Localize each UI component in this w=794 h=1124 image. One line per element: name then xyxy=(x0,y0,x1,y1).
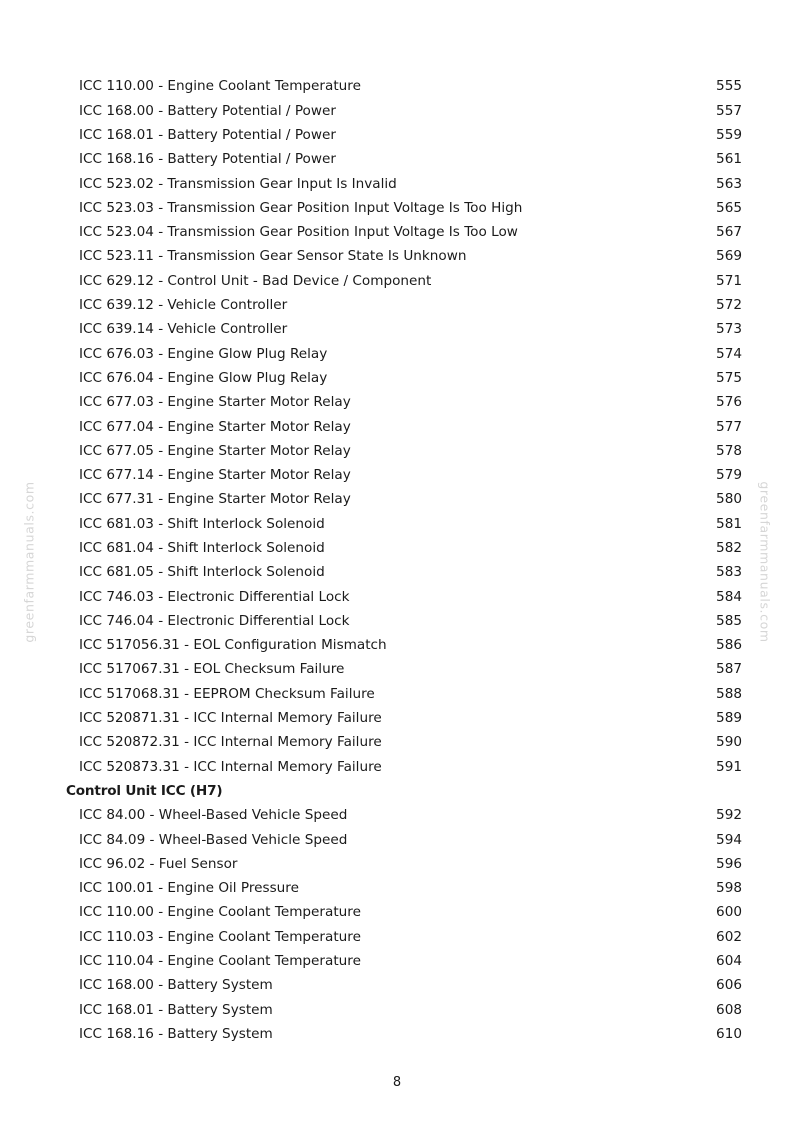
toc-entry[interactable] xyxy=(66,877,742,901)
toc-entry[interactable] xyxy=(66,512,742,536)
entry-title: ICC 639.14 - Vehicle Controller xyxy=(79,321,288,338)
entry-page-number: 608 xyxy=(716,1001,742,1018)
toc-entry[interactable] xyxy=(66,755,742,779)
toc-entry[interactable] xyxy=(66,901,742,925)
entry-title: ICC 639.12 - Vehicle Controller xyxy=(79,297,288,314)
entry-page-number: 559 xyxy=(716,126,742,143)
entry-page-number: 586 xyxy=(716,637,742,654)
entry-page-number: 600 xyxy=(716,904,742,921)
entry-page-number: 585 xyxy=(716,612,742,629)
entry-title: ICC 168.00 - Battery Potential / Power xyxy=(79,102,336,119)
toc-entry[interactable] xyxy=(66,950,742,974)
entry-page-number: 572 xyxy=(716,297,742,314)
entry-title: ICC 168.01 - Battery Potential / Power xyxy=(79,126,336,143)
entry-page-number: 590 xyxy=(716,734,742,751)
entry-title: ICC 523.04 - Transmission Gear Position Input Voltage Is Too Low xyxy=(79,224,518,241)
toc-entry[interactable] xyxy=(66,99,742,123)
entry-title: ICC 168.00 - Battery System xyxy=(79,977,273,994)
entry-title: ICC 520872.31 - ICC Internal Memory Failure xyxy=(79,734,382,751)
section-title: Control Unit ICC (H7) xyxy=(66,782,223,799)
toc-entry[interactable] xyxy=(66,804,742,828)
entry-title: ICC 746.03 - Electronic Differential Lock xyxy=(79,588,350,605)
entry-page-number: 580 xyxy=(716,491,742,508)
entry-page-number: 575 xyxy=(716,369,742,386)
entry-page-number: 555 xyxy=(716,78,742,95)
entry-page-number: 582 xyxy=(716,539,742,556)
entry-title: ICC 517067.31 - EOL Checksum Failure xyxy=(79,661,345,678)
toc-entry[interactable] xyxy=(66,318,742,342)
toc-entry[interactable] xyxy=(66,585,742,609)
entry-title: ICC 677.04 - Engine Starter Motor Relay xyxy=(79,418,351,435)
toc-entry[interactable] xyxy=(66,974,742,998)
toc-entry[interactable] xyxy=(66,1023,742,1047)
entry-page-number: 563 xyxy=(716,175,742,192)
toc-entry[interactable] xyxy=(66,367,742,391)
toc-entry[interactable] xyxy=(66,610,742,634)
entry-page-number: 567 xyxy=(716,224,742,241)
entry-title: ICC 96.02 - Fuel Sensor xyxy=(79,855,238,872)
entry-title: ICC 677.31 - Engine Starter Motor Relay xyxy=(79,491,351,508)
entry-page-number: 561 xyxy=(716,151,742,168)
entry-page-number: 584 xyxy=(716,588,742,605)
entry-title: ICC 517068.31 - EEPROM Checksum Failure xyxy=(79,685,375,702)
entry-title: ICC 168.16 - Battery Potential / Power xyxy=(79,151,336,168)
entry-page-number: 569 xyxy=(716,248,742,265)
entry-page-number: 592 xyxy=(716,807,742,824)
toc-entry[interactable] xyxy=(66,925,742,949)
entry-page-number: 578 xyxy=(716,442,742,459)
watermark-left: greenfarmmanuals.com xyxy=(21,481,37,643)
entry-page-number: 598 xyxy=(716,880,742,897)
toc-entry[interactable] xyxy=(66,391,742,415)
entry-title: ICC 629.12 - Control Unit - Bad Device / Component xyxy=(79,272,432,289)
entry-title: ICC 520873.31 - ICC Internal Memory Failure xyxy=(79,758,382,775)
entry-title: ICC 520871.31 - ICC Internal Memory Failure xyxy=(79,710,382,727)
toc-entry[interactable] xyxy=(66,488,742,512)
entry-title: ICC 677.05 - Engine Starter Motor Relay xyxy=(79,442,351,459)
entry-page-number: 602 xyxy=(716,928,742,945)
toc-entry[interactable] xyxy=(66,998,742,1022)
entry-page-number: 587 xyxy=(716,661,742,678)
entry-page-number: 573 xyxy=(716,321,742,338)
toc-entry[interactable] xyxy=(66,561,742,585)
toc-entry[interactable] xyxy=(66,172,742,196)
entry-title: ICC 676.04 - Engine Glow Plug Relay xyxy=(79,369,328,386)
toc-entry[interactable] xyxy=(66,245,742,269)
entry-title: ICC 746.04 - Electronic Differential Lock xyxy=(79,612,350,629)
toc-entry[interactable] xyxy=(66,294,742,318)
entry-page-number: 579 xyxy=(716,467,742,484)
toc-entry[interactable] xyxy=(66,439,742,463)
entry-title: ICC 110.03 - Engine Coolant Temperature xyxy=(79,928,361,945)
toc-entry[interactable] xyxy=(66,148,742,172)
toc-entry[interactable] xyxy=(66,707,742,731)
watermark-right: greenfarmmanuals.com xyxy=(757,481,773,643)
entry-title: ICC 677.14 - Engine Starter Motor Relay xyxy=(79,467,351,484)
toc-entry[interactable] xyxy=(66,75,742,99)
entry-page-number: 583 xyxy=(716,564,742,581)
entry-page-number: 589 xyxy=(716,710,742,727)
entry-page-number: 606 xyxy=(716,977,742,994)
toc-entry[interactable] xyxy=(66,221,742,245)
toc-entry[interactable] xyxy=(66,269,742,293)
toc-entry[interactable] xyxy=(66,415,742,439)
entry-title: ICC 100.01 - Engine Oil Pressure xyxy=(79,880,299,897)
toc-entry[interactable] xyxy=(66,828,742,852)
entry-title: ICC 523.02 - Transmission Gear Input Is Invalid xyxy=(79,175,397,192)
entry-title: ICC 168.01 - Battery System xyxy=(79,1001,273,1018)
entry-page-number: 588 xyxy=(716,685,742,702)
entry-page-number: 581 xyxy=(716,515,742,532)
entry-page-number: 557 xyxy=(716,102,742,119)
entry-title: ICC 110.04 - Engine Coolant Temperature xyxy=(79,953,361,970)
toc-entry[interactable] xyxy=(66,682,742,706)
entry-title: ICC 110.00 - Engine Coolant Temperature xyxy=(79,78,361,95)
table-of-contents xyxy=(66,75,742,1047)
toc-entry[interactable] xyxy=(66,342,742,366)
toc-entry[interactable] xyxy=(66,853,742,877)
toc-entry[interactable] xyxy=(66,634,742,658)
entry-title: ICC 84.00 - Wheel-Based Vehicle Speed xyxy=(79,807,348,824)
entry-title: ICC 523.11 - Transmission Gear Sensor State Is Unknown xyxy=(79,248,467,265)
toc-entry[interactable] xyxy=(66,196,742,220)
entry-title: ICC 523.03 - Transmission Gear Position Input Voltage Is Too High xyxy=(79,199,523,216)
entry-page-number: 577 xyxy=(716,418,742,435)
toc-entry[interactable] xyxy=(66,464,742,488)
entry-page-number: 565 xyxy=(716,199,742,216)
entry-title: ICC 84.09 - Wheel-Based Vehicle Speed xyxy=(79,831,348,848)
toc-entry[interactable] xyxy=(66,658,742,682)
entry-title: ICC 681.03 - Shift Interlock Solenoid xyxy=(79,515,325,532)
toc-entry[interactable] xyxy=(66,731,742,755)
toc-entry[interactable] xyxy=(66,124,742,148)
entry-title: ICC 676.03 - Engine Glow Plug Relay xyxy=(79,345,328,362)
entry-page-number: 574 xyxy=(716,345,742,362)
entry-page-number: 604 xyxy=(716,953,742,970)
entry-title: ICC 681.04 - Shift Interlock Solenoid xyxy=(79,539,325,556)
toc-section-heading xyxy=(66,780,742,804)
entry-title: ICC 681.05 - Shift Interlock Solenoid xyxy=(79,564,325,581)
entry-title: ICC 168.16 - Battery System xyxy=(79,1025,273,1042)
page-number: 8 xyxy=(392,1075,402,1090)
entry-title: ICC 677.03 - Engine Starter Motor Relay xyxy=(79,394,351,411)
entry-page-number: 596 xyxy=(716,855,742,872)
entry-page-number: 591 xyxy=(716,758,742,775)
entry-title: ICC 517056.31 - EOL Configuration Mismatch xyxy=(79,637,387,654)
entry-page-number: 571 xyxy=(716,272,742,289)
entry-page-number: 594 xyxy=(716,831,742,848)
toc-entry[interactable] xyxy=(66,537,742,561)
entry-page-number: 610 xyxy=(716,1025,742,1042)
entry-title: ICC 110.00 - Engine Coolant Temperature xyxy=(79,904,361,921)
entry-page-number: 576 xyxy=(716,394,742,411)
